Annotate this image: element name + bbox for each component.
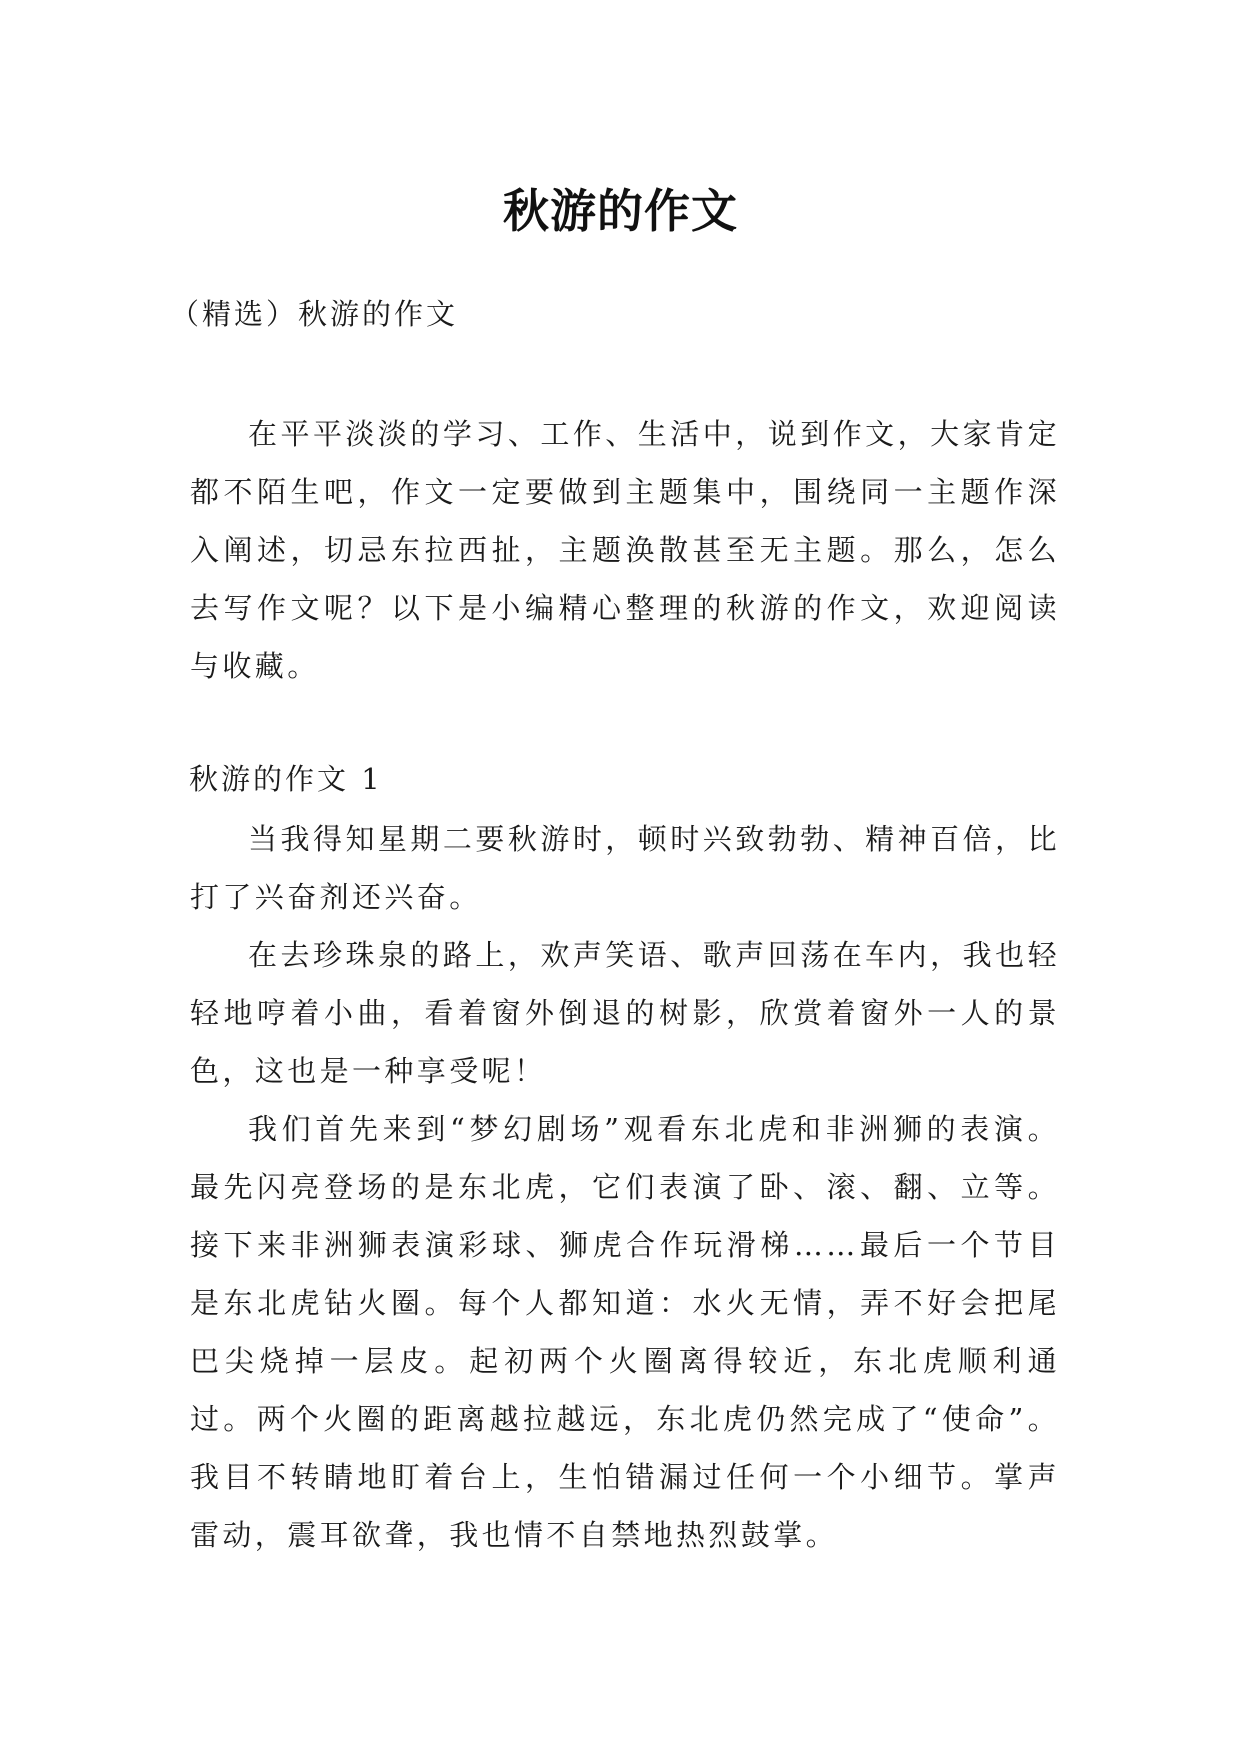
essay-section-1 [190, 750, 1060, 1564]
intro-paragraph: 在平平淡淡的学习、工作、生活中，说到作文，大家肯定都不陌生吧，作文一定要做到主题集中，围绕同一主题作深入阐述，切忌东拉西扯，主题涣散甚至无主题。那么，怎么去写作文呢？以下是小编精心整理的秋游的作文，欢迎阅读与收藏。 [190, 417, 1060, 683]
essay-paragraph-3: 我们首先来到“梦幻剧场”观看东北虎和非洲狮的表演。最先闪亮登场的是东北虎，它们表演了卧、滚、翻、立等。接下来非洲狮表演彩球、狮虎合作玩滑梯……最后一个节目是东北虎钻火圈。每个人都知道：水火无情，弄不好会把尾巴尖烧掉一层皮。起初两个火圈离得较近，东北虎顺利通过。两个火圈的距离越拉越远，东北虎仍然完成了“使命”。我目不转睛地盯着台上，生怕错漏过任何一个小细节。掌声雷动，震耳欲聋，我也情不自禁地热烈鼓掌。 [190, 1112, 1060, 1552]
document-subtitle: （精选）秋游的作文 [170, 297, 459, 331]
essay-paragraph-1: 当我得知星期二要秋游时，顿时兴致勃勃、精神百倍，比打了兴奋剂还兴奋。 [190, 822, 1060, 914]
essay-paragraph-2: 在去珍珠泉的路上，欢声笑语、歌声回荡在车内，我也轻轻地哼着小曲，看着窗外倒退的树影，欣赏着窗外一人的景色，这也是一种享受呢！ [190, 938, 1060, 1088]
section-heading: 秋游的作文 1 [189, 762, 383, 796]
intro-block [190, 405, 1060, 695]
page-title: 秋游的作文 [503, 183, 738, 238]
